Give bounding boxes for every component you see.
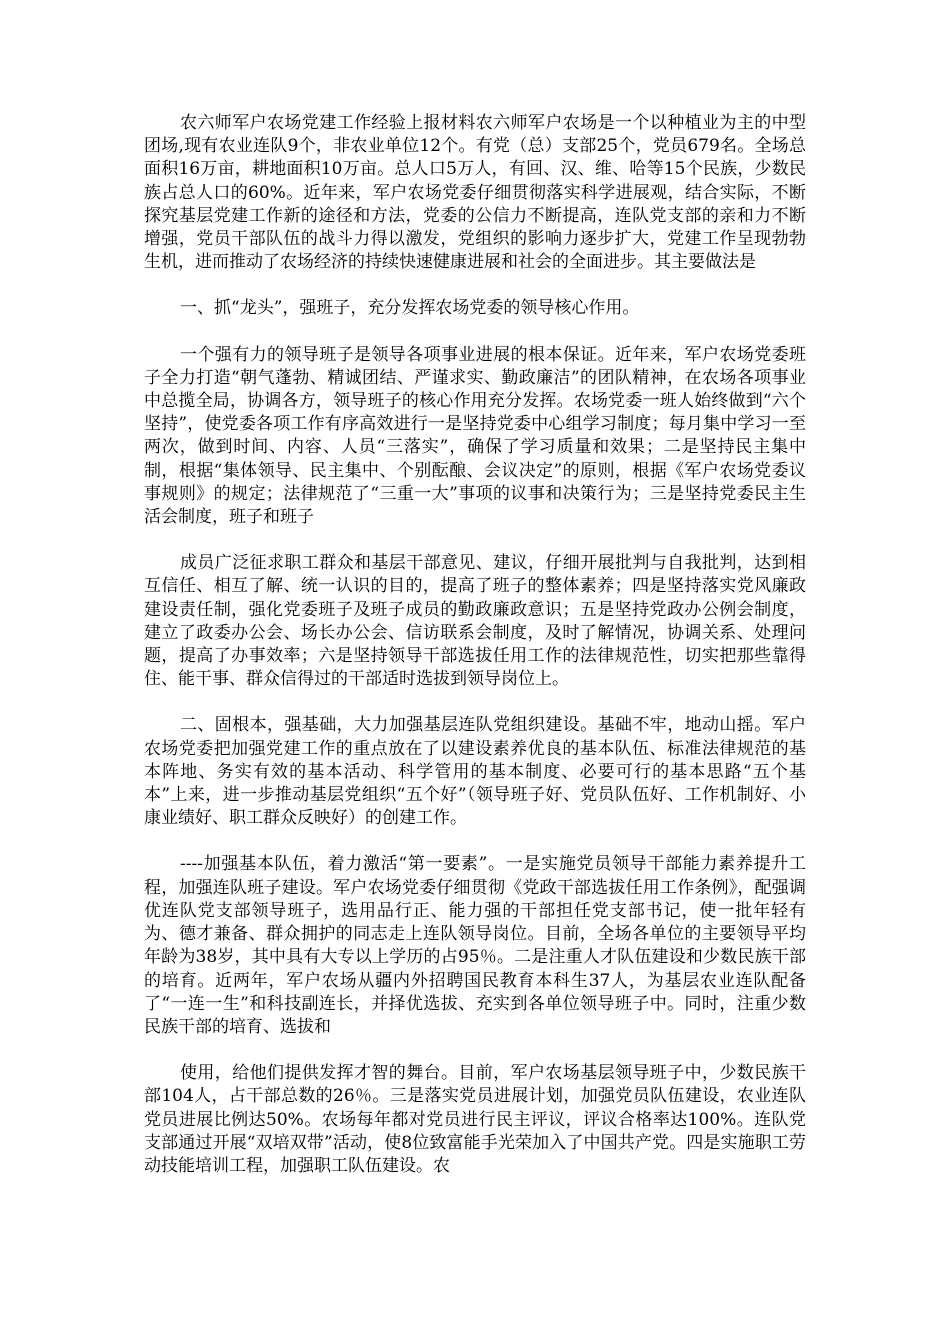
paragraph-basic-team: ----加强基本队伍，着力激活“第一要素”。一是实施党员领导干部能力素养提升工程，加强连队班子建设。军户农场党委仔细贯彻《党政干部选拔任用工作条例》，配强调优连队党支部领导班子，选用品行正、能力强的干部担任党支部书记，使一批年轻有为、德才兼备、群众拥护的同志走上连队领导岗位。目前，全场各单位的主要领导平均年龄为38岁，其中具有大专以上学历的占95％。二是注重人才队伍建设和少数民族干部的培育。近两年，军户农场从疆内外招聘国民教育本科生37人，为基层农业连队配备了“一连一生”和科技副连长，并择优选拔、充实到各单位领导班子中。同时，注重少数民族干部的培育、选拔和 <box>144 854 806 1037</box>
document-page <box>144 112 806 1201</box>
paragraph-leadership-continued: 成员广泛征求职工群众和基层干部意见、建议，仔细开展批判与自我批判，达到相互信任、相互了解、统一认识的目的，提高了班子的整体素养；四是坚持落实党风廉政建设责任制，强化党委班子及班子成员的勤政廉政意识；五是坚持党政办公例会制度，建立了政委办公会、场长办公会、信访联系会制度，及时了解情况，协调关系、处理问题，提高了办事效率；六是坚持领导干部选拔任用工作的法律规范性，切实把那些靠得住、能干事、群众信得过的干部适时选拔到领导岗位上。 <box>144 553 806 690</box>
paragraph-basic-team-continued: 使用，给他们提供发挥才智的舞台。目前，军户农场基层领导班子中，少数民族干部104人，占干部总数的26％。三是落实党员进展计划，加强党员队伍建设，农业连队党员进展比例达50%。农场每年都对党员进行民主评议，评议合格率达100%。连队党支部通过开展“双培双带”活动，使8位致富能手光荣加入了中国共产党。四是实施职工劳动技能培训工程，加强职工队伍建设。农 <box>144 1063 806 1176</box>
paragraph-leadership: 一个强有力的领导班子是领导各项事业进展的根本保证。近年来，军户农场党委班子全力打造“朝气蓬勃、精诚团结、严谨求实、勤政廉洁”的团队精神，在农场各项事业中总揽全局，协调各方，领导班子的核心作用充分发挥。农场党委一班人始终做到“六个坚持”，使党委各项工作有序高效进行一是坚持党委中心组学习制度；每月集中学习一至两次，做到时间、内容、人员“三落实”，确保了学习质量和效果；二是坚持民主集中制，根据“集体领导、民主集中、个别酝酿、会议决定”的原则，根据《军户农场党委议事规则》的规定；法律规范了“三重一大”事项的议事和决策行为；三是坚持党委民主生活会制度，班子和班子 <box>144 344 806 528</box>
paragraph-section-one-heading: 一、抓“龙头”，强班子，充分发挥农场党委的领导核心作用。 <box>180 298 640 319</box>
paragraph-section-two: 二、固根本，强基础，大力加强基层连队党组织建设。基础不牢，地动山摇。军户农场党委把加强党建工作的重点放在了以建设素养优良的基本队伍、标准法律规范的基本阵地、务实有效的基本活动、科学管用的基本制度、必要可行的基本思路“五个基本”上来，进一步推动基层党组织“五个好”（领导班子好、党员队伍好、工作机制好、小康业绩好、职工群众反映好）的创建工作。 <box>144 715 806 829</box>
paragraph-intro: 农六师军户农场党建工作经验上报材料农六师军户农场是一个以种植业为主的中型团场,现有农业连队9个，非农业单位12个。有党（总）支部25个，党员679名。全场总面积16万亩，耕地面积10万亩。总人口5万人，有回、汉、维、哈等15个民族，少数民族占总人口的60%。近年来，军户农场党委仔细贯彻落实科学进展观，结合实际，不断探究基层党建工作新的途径和方法，党委的公信力不断提高，连队党支部的亲和力不断增强，党员干部队伍的战斗力得以激发，党组织的影响力逐步扩大，党建工作呈现勃勃生机，进而推动了农场经济的持续快速健康进展和社会的全面进步。其主要做法是 <box>144 113 806 273</box>
